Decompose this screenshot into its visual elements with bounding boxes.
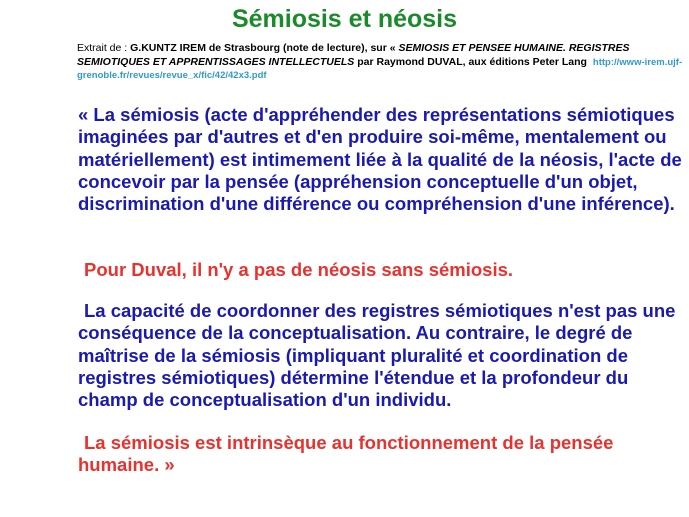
paragraph-coordination bbox=[78, 300, 683, 411]
paragraph-semiosis-definition: « La sémiosis (acte d'appréhender des représentations sémiotiques imaginées par d'autres et d'en produire soi-même, mentalement ou matériellement) est intimement liée à la qualité de la néosis, l'acte de concevoir par la pensée (appréhension conceptuelle d'un objet, discrimination d'une différence ou compréhension d'une inférence). bbox=[78, 104, 682, 215]
source-author: G.KUNTZ IREM de Strasbourg (note de lecture), sur « bbox=[130, 42, 399, 54]
paragraph-coordination-text: La capacité de coordonner des registres sémiotiques n'est pas une conséquence de la conceptualisation. Au contraire, le degré de maîtrise de la sémiosis (impliquant pluralité et coordination de registres sémiotiques) détermine l'étendue et la profondeur du champ de conceptualisation d'un individu. bbox=[78, 300, 676, 411]
source-publisher: par Raymond DUVAL, aux éditions Peter Lang bbox=[354, 55, 587, 68]
source-link[interactable]: http://www-irem.ujf-grenoble.fr/revues/revue_x/fic/42/42x3.pdf bbox=[77, 56, 683, 81]
source-citation bbox=[77, 42, 683, 83]
paragraph-conclusion bbox=[78, 432, 683, 477]
source-prefix: Extrait de : bbox=[77, 42, 131, 54]
paragraph-duval-statement: Pour Duval, il n'y a pas de néosis sans sémiosis. bbox=[84, 259, 514, 280]
paragraph-conclusion-text: La sémiosis est intrinsèque au fonctionnement de la pensée humaine. » bbox=[78, 432, 614, 476]
page-title: Sémiosis et néosis bbox=[231, 5, 458, 33]
source-work-title: SEMIOSIS ET PENSEE HUMAINE. REGISTRES SEMIOTIQUES ET APPRENTISSAGES INTELLECTUELS bbox=[77, 42, 630, 68]
